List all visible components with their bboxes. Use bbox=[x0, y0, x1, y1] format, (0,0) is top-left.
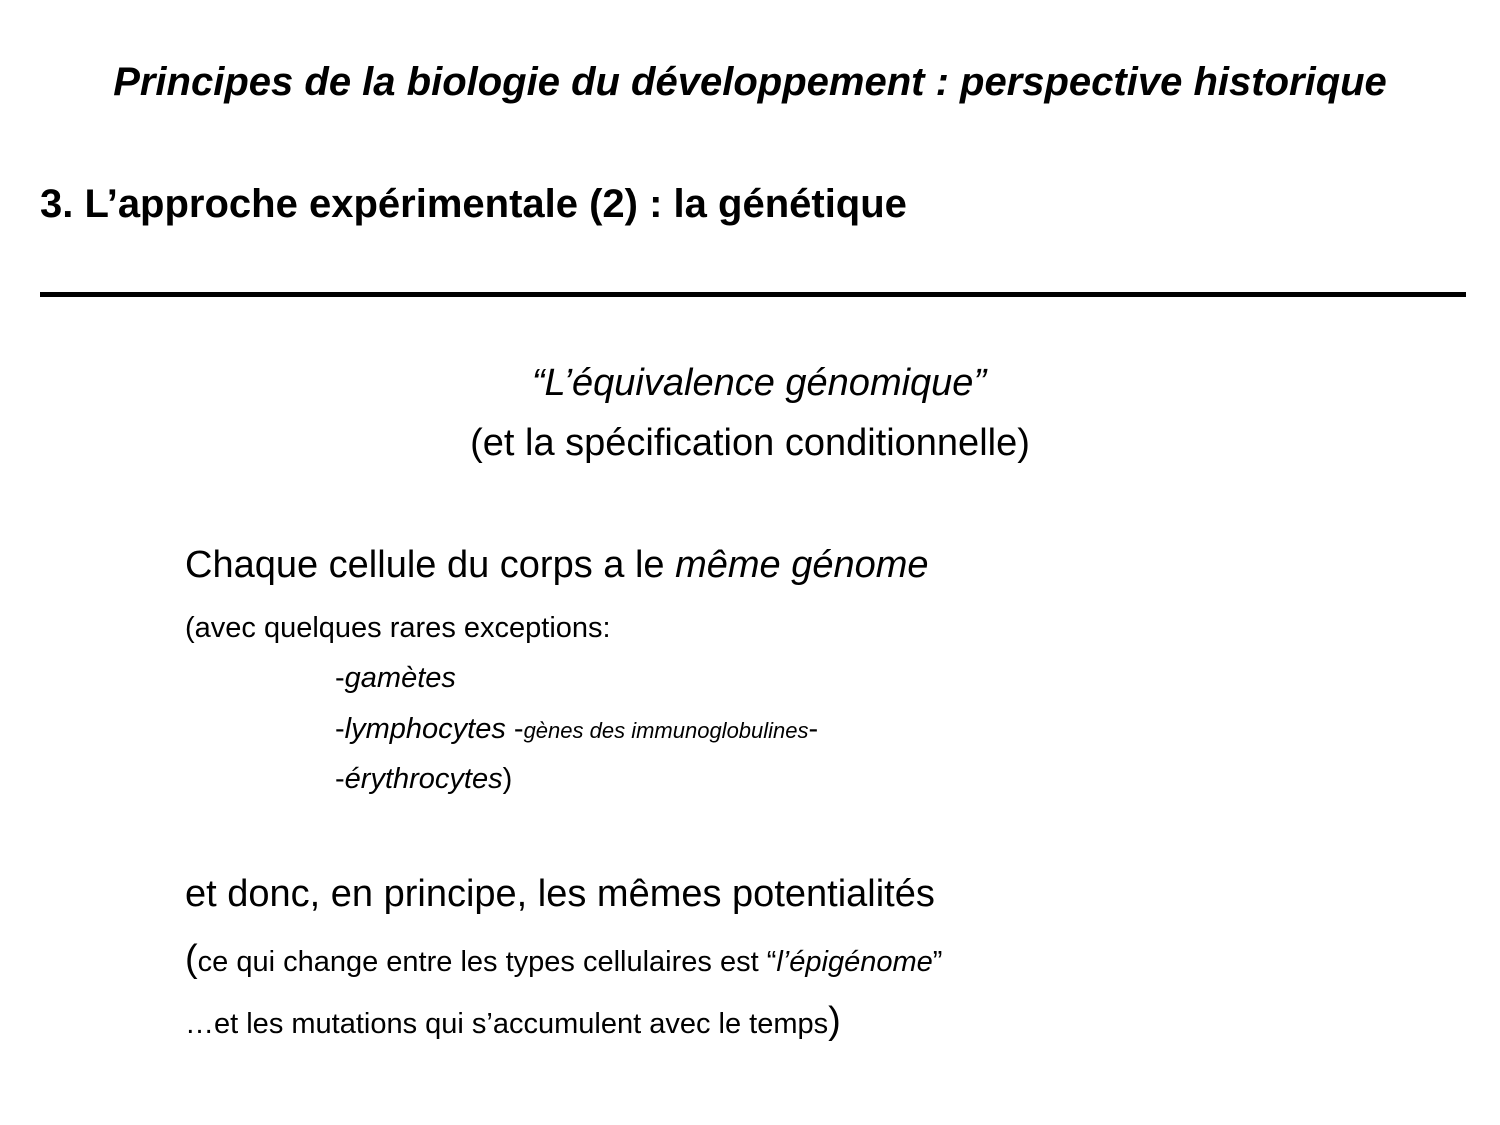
epigenome-open-paren: ( bbox=[185, 938, 198, 980]
exception-dash: - bbox=[335, 662, 345, 694]
slide-title: Principes de la biologie du développement : perspective historique bbox=[113, 60, 1387, 104]
exception-dash: - bbox=[335, 763, 345, 795]
exception-tail: ) bbox=[502, 763, 513, 795]
mutations-close-paren: ) bbox=[828, 1000, 841, 1042]
genome-statement-emphasis: même génome bbox=[675, 544, 929, 586]
exception-term: gamètes bbox=[344, 662, 456, 694]
epigenome-close-quote: ” bbox=[932, 946, 943, 978]
exception-term: lymphocytes bbox=[344, 713, 506, 745]
exception-item bbox=[335, 713, 818, 746]
quote-heading bbox=[0, 362, 1500, 405]
exceptions-intro: (avec quelques rares exceptions: bbox=[185, 612, 611, 644]
quote-close-mark: ” bbox=[973, 362, 987, 404]
exception-separator: - bbox=[505, 713, 524, 745]
epigenome-emphasis: l’épigénome bbox=[776, 946, 933, 978]
mutations-text: …et les mutations qui s’accumulent avec le temps bbox=[185, 1008, 829, 1040]
exception-item bbox=[335, 662, 456, 695]
epigenome-note bbox=[185, 938, 942, 981]
divider-rule bbox=[40, 292, 1466, 297]
exception-tail: - bbox=[808, 713, 819, 745]
section-heading: 3. L’approche expérimentale (2) : la génétique bbox=[40, 182, 907, 226]
exception-term: érythrocytes bbox=[344, 763, 503, 795]
exception-dash: - bbox=[335, 713, 345, 745]
mutations-note bbox=[185, 1000, 841, 1043]
epigenome-text: ce qui change entre les types cellulaires est “ bbox=[197, 946, 777, 978]
exception-note: gènes des immunoglobulines bbox=[523, 718, 809, 743]
quote-text: L’équivalence génomique bbox=[544, 362, 974, 404]
quote-open-mark: “ bbox=[531, 362, 545, 404]
quote-subtitle: (et la spécification conditionnelle) bbox=[470, 422, 1030, 464]
exception-item bbox=[335, 763, 512, 796]
genome-statement-lead: Chaque cellule du corps a le bbox=[185, 544, 676, 586]
genome-statement bbox=[185, 544, 929, 587]
potential-statement: et donc, en principe, les mêmes potentialités bbox=[185, 873, 935, 915]
